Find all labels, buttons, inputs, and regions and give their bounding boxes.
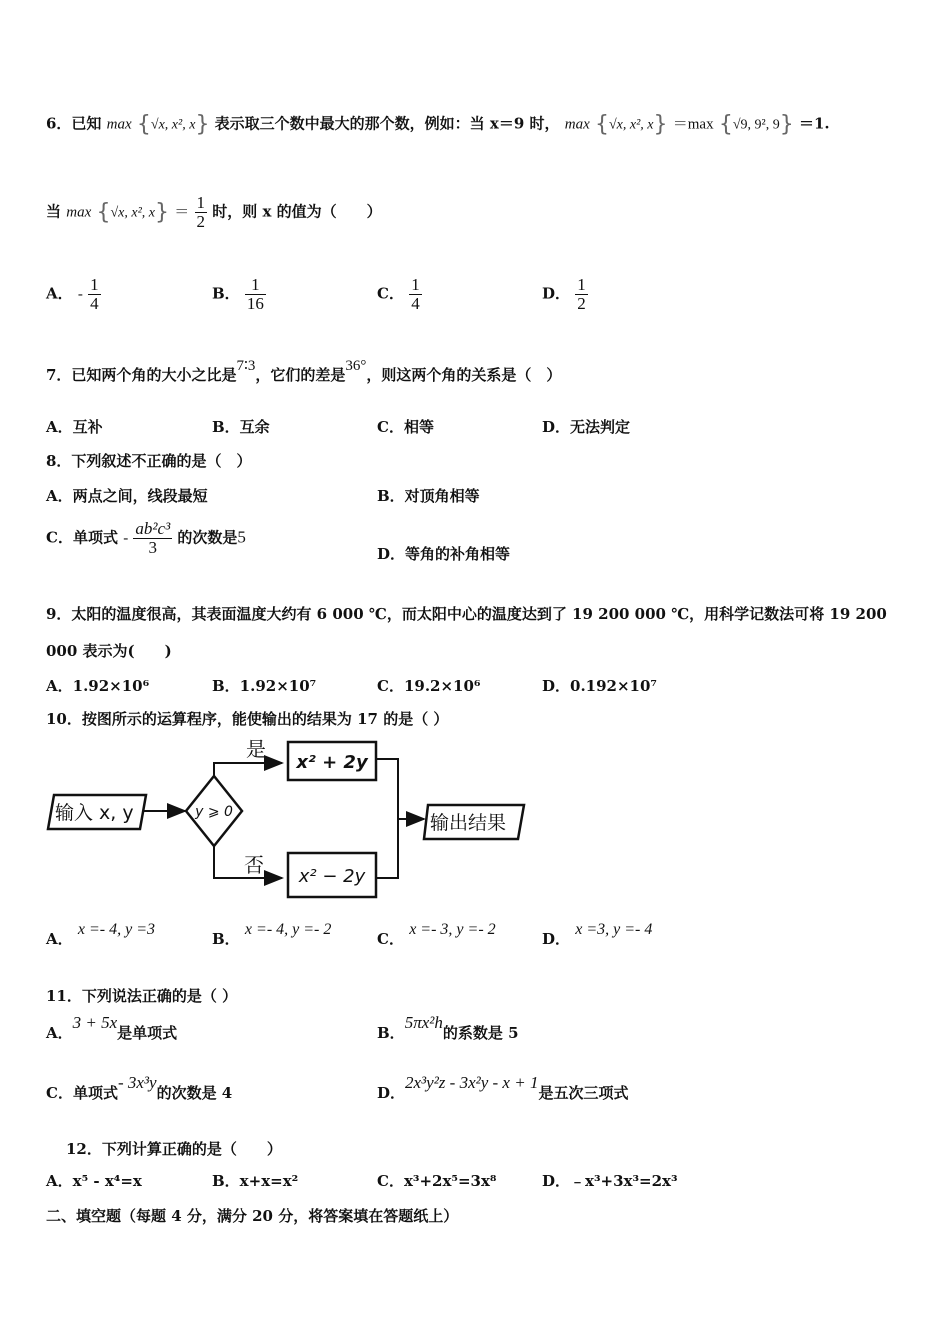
q9-option-a[interactable]: A．1.92×10⁶ — [46, 677, 150, 695]
q6-option-b[interactable]: B． $\frac{1}{16}$ — [212, 275, 264, 313]
q6-text: 时，则 x 的值为（ ） — [212, 202, 382, 221]
flow-arrow-yes — [214, 763, 282, 776]
q9-option-b[interactable]: B．1.92×10⁷ — [212, 677, 317, 695]
max-func: max — [66, 204, 92, 221]
q8-option-b[interactable]: B．对顶角相等 — [377, 487, 480, 505]
q6-option-a[interactable]: A． - $\frac{1}{4}$ — [46, 275, 99, 313]
equation: ＝ — [174, 204, 190, 221]
q11-option-a[interactable]: A．3 + 5x是单项式 — [46, 1013, 178, 1042]
q7-option-b[interactable]: B．互余 — [212, 418, 270, 436]
q11-stem: 11．下列说法正确的是（ ） — [46, 987, 238, 1005]
q6-text: 表示取三个数中最大的那个数，例如：当 — [214, 114, 485, 133]
set-expr: √9, 9², 9 — [732, 117, 780, 133]
q6-text: 6．已知 — [46, 114, 102, 133]
set-brace: } — [779, 112, 794, 137]
q11-option-c[interactable]: C．单项式- 3x³y的次数是 4 — [46, 1073, 233, 1102]
q10-stem: 10．按图所示的运算程序，能使输出的结果为 17 的是（ ） — [46, 710, 449, 728]
set-brace: { — [96, 200, 111, 225]
q6-option-d[interactable]: D． $\frac{1}{2}$ — [542, 275, 586, 313]
max-func: max — [564, 116, 590, 133]
flow-no-expr: x² − 2y — [298, 866, 366, 887]
q9-option-d[interactable]: D．0.192×10⁷ — [542, 677, 657, 695]
q12-option-b[interactable]: B．x+x=x² — [212, 1172, 299, 1190]
q12-option-a[interactable]: A．x⁵ - x⁴=x — [46, 1172, 142, 1190]
q10-option-c[interactable]: C． x =- 3, y =- 2 — [377, 921, 496, 948]
q7-stem: 7．已知两个角的大小之比是7∶3，它们的差是36°，则这两个角的关系是（ ） — [46, 358, 562, 384]
q9-stem-line2: 000 表示为( ) — [46, 642, 172, 660]
set-expr: √x, x², x — [110, 205, 156, 221]
set-expr: √x, x², x — [150, 117, 196, 133]
q7-option-c[interactable]: C．相等 — [377, 418, 434, 436]
q6-result: ＝1. — [798, 114, 830, 133]
q7-option-d[interactable]: D．无法判定 — [542, 418, 631, 436]
flow-no-label: 否 — [244, 853, 264, 877]
q12-option-c[interactable]: C．x³+2x⁵=3x⁸ — [377, 1172, 497, 1190]
q7-option-a[interactable]: A．互补 — [46, 418, 103, 436]
q12-stem: 12．下列计算正确的是（ ） — [66, 1140, 282, 1158]
flow-condition-label: y ⩾ 0 — [195, 804, 233, 820]
fraction: $\frac{1}{16}$ — [246, 275, 264, 313]
q10-option-a[interactable]: A． x =- 4, y =3 — [46, 921, 155, 948]
q6-text: 当 — [46, 202, 62, 221]
q11-option-d[interactable]: D．2x³y²z - 3x²y - x + 1是五次三项式 — [377, 1073, 629, 1102]
flowchart — [40, 735, 540, 907]
section-heading: 二、填空题（每题 4 分，满分 20 分，将答案填在答题纸上） — [46, 1207, 459, 1225]
flow-input-label: 输入 x, y — [55, 802, 134, 824]
set-expr: √x, x², x — [609, 117, 654, 133]
q6-option-c[interactable]: C． $\frac{1}{4}$ — [377, 275, 420, 313]
set-brace: } — [155, 200, 170, 225]
set-brace: { — [595, 112, 609, 137]
q8-option-c[interactable]: C．单项式 - $\frac{\text{ab²c³}}{3}$ 的次数是5 — [46, 519, 246, 557]
q8-option-a[interactable]: A．两点之间，线段最短 — [46, 487, 208, 505]
max-func: max — [106, 116, 132, 133]
q6-line1 — [46, 112, 830, 137]
q12-option-d[interactable]: D．﹣x³+3x³=2x³ — [542, 1172, 678, 1190]
flow-yes-expr: x² + 2y — [296, 752, 368, 773]
ratio: 7∶3 — [236, 358, 256, 374]
set-brace: { — [718, 112, 733, 137]
set-brace: } — [195, 112, 210, 137]
q9-stem-line1: 9．太阳的温度很高，其表面温度大约有 6 000 ℃，而太阳中心的温度达到了 19 200 000 ℃，用科学记数法可将 19 200 — [46, 605, 887, 623]
set-brace: } — [653, 112, 668, 137]
q11-option-b[interactable]: B．5πx²h的系数是 5 — [377, 1013, 519, 1042]
fraction: $\frac{1}{2}$ — [577, 275, 586, 313]
q10-option-d[interactable]: D． x =3, y =- 4 — [542, 921, 653, 948]
q6-text: x＝9 时， — [489, 114, 560, 133]
fraction: $\frac{1}{4}$ — [90, 275, 99, 313]
fraction: $\frac{1}{4}$ — [411, 275, 420, 313]
q8-option-d[interactable]: D．等角的补角相等 — [377, 545, 511, 563]
flow-yes-label: 是 — [246, 737, 266, 761]
angle-diff: 36° — [345, 358, 367, 374]
flow-output-label: 输出结果 — [430, 812, 507, 834]
q10-option-b[interactable]: B． x =- 4, y =- 2 — [212, 921, 332, 948]
equation: ＝max — [672, 116, 714, 133]
set-brace: { — [136, 112, 151, 137]
fraction: $\frac{1}{2}$ — [196, 193, 205, 231]
flow-merge-line — [376, 759, 398, 878]
q6-line2 — [46, 194, 382, 231]
fraction: $\frac{\text{ab²c³}}{3}$ — [135, 519, 171, 557]
q8-stem: 8．下列叙述不正确的是（ ） — [46, 452, 252, 470]
q9-option-c[interactable]: C．19.2×10⁶ — [377, 677, 481, 695]
